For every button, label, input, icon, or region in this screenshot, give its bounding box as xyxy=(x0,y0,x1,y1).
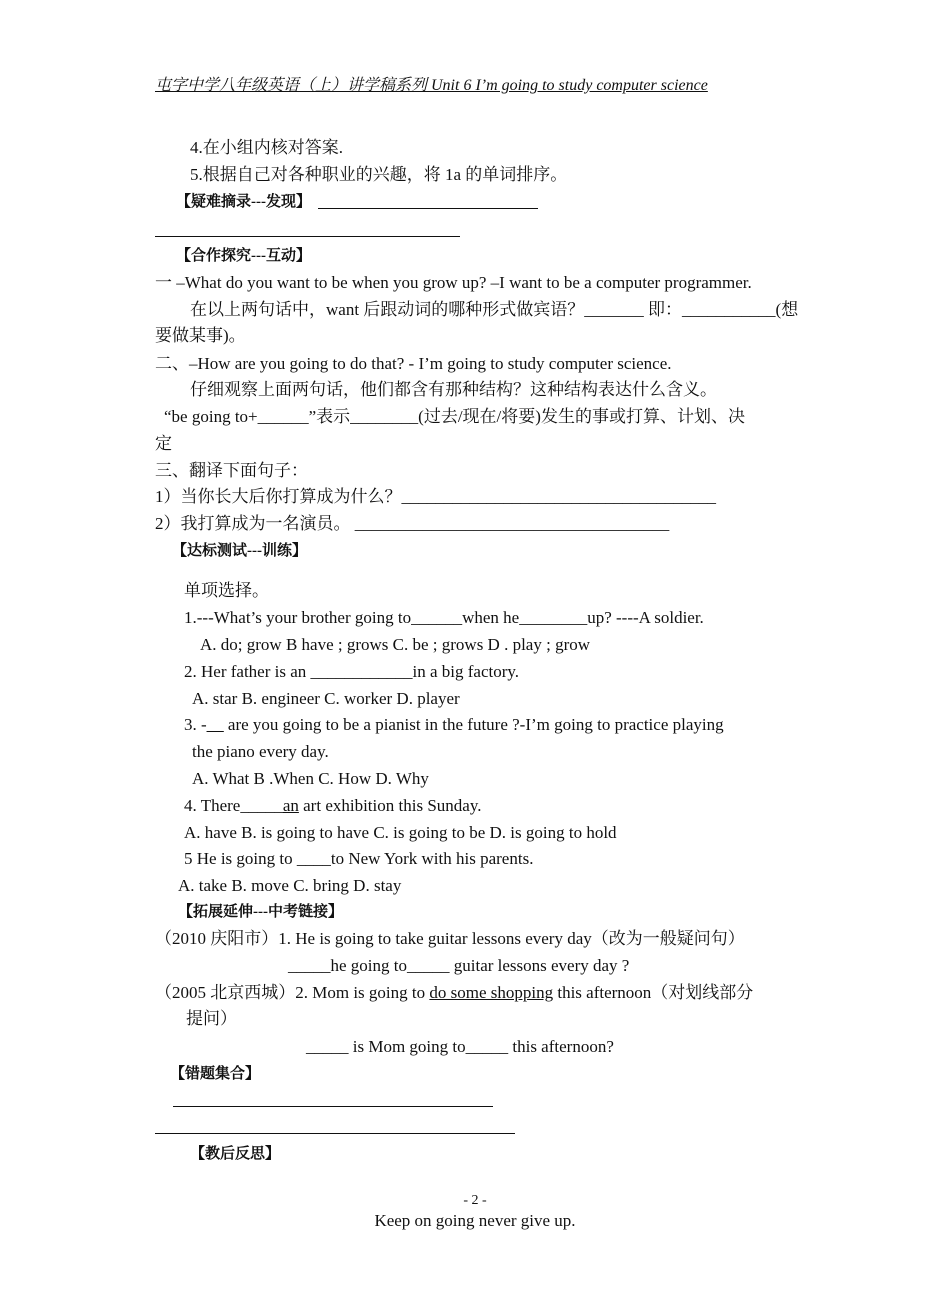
explore-be-going-to-cont: 定 xyxy=(155,434,172,453)
step-5: 5.根据自己对各种职业的兴趣，将 1a 的单词排序。 xyxy=(190,165,568,184)
section-mistakes: 【错题集合】 xyxy=(170,1066,261,1082)
test-q2: 2. Her father is an ____________in a big factory. xyxy=(184,662,520,681)
extend-q1: （2010 庆阳市）1. He is going to take guitar lessons every day（改为一般疑问句） xyxy=(155,929,745,948)
section-cooperate: 【合作探究---互动】 xyxy=(176,248,311,264)
extend-q2: （2005 北京西城）2. Mom is going to do some shopping this afternoon（对划线部分 xyxy=(155,983,754,1002)
translate-2: 2）我打算成为一名演员。 _____________________________________ xyxy=(155,514,670,533)
extend-q2-cont: 提问） xyxy=(186,1009,237,1028)
page-number: - 2 - xyxy=(463,1193,487,1208)
answer-line xyxy=(155,1133,515,1134)
section-extend: 【拓展延伸---中考链接】 xyxy=(178,904,343,920)
test-q2-options: A. star B. engineer C. worker D. player xyxy=(192,689,460,708)
section-reflection: 【教后反思】 xyxy=(190,1146,281,1162)
section-difficulty: 【疑难摘录---发现】 xyxy=(176,194,311,210)
extend-q1-answer: _____he going to_____ guitar lessons every day ? xyxy=(288,956,630,975)
answer-line xyxy=(173,1106,493,1107)
test-q4: 4. There_____an art exhibition this Sunday. xyxy=(184,796,482,815)
explore-q1: 一 –What do you want to be when you grow up? –I want to be a computer programmer. xyxy=(155,273,752,292)
extend-q2-answer: _____ is Mom going to_____ this afternoon? xyxy=(306,1037,614,1056)
test-q3-options: A. What B .When C. How D. Why xyxy=(192,769,429,788)
test-intro: 单项选择。 xyxy=(184,581,269,600)
test-q3-cont: the piano every day. xyxy=(192,742,329,761)
explore-q2: 二、–How are you going to do that? - I’m going to study computer science. xyxy=(155,354,672,373)
test-q1: 1.---What’s your brother going to______when he________up? ----A soldier. xyxy=(184,608,704,627)
test-q4-options: A. have B. is going to have C. is going to be D. is going to hold xyxy=(184,823,617,842)
step-4: 4.在小组内核对答案. xyxy=(190,138,343,157)
test-q5: 5 He is going to ____to New York with his parents. xyxy=(184,849,534,868)
footer-motto: Keep on going never give up. xyxy=(374,1211,576,1230)
translate-1: 1）当你长大后你打算成为什么？_____________________________________ xyxy=(155,487,716,506)
explore-be-going-to: “be going to+______”表示________(过去/现在/将要)发生的事或打算、计划、决 xyxy=(164,407,745,426)
explore-q1-note-cont: 要做某事)。 xyxy=(155,326,246,345)
explore-q3: 三、翻译下面句子： xyxy=(155,461,308,480)
test-q5-options: A. take B. move C. bring D. stay xyxy=(178,876,402,895)
explore-q1-note: 在以上两句话中，want 后跟动词的哪种形式做宾语？_______ 即：___________(想 xyxy=(190,300,799,319)
explore-q2-note: 仔细观察上面两句话，他们都含有那种结构？这种结构表达什么含义。 xyxy=(190,380,717,399)
page-header: 屯字中学八年级英语（上）讲学稿系列 Unit 6 I’m going to study computer science xyxy=(155,77,708,94)
section-test: 【达标测试---训练】 xyxy=(172,543,307,559)
answer-line xyxy=(318,208,538,209)
answer-line xyxy=(155,236,460,237)
test-q3: 3. -__ are you going to be a pianist in the future ?-I’m going to practice playing xyxy=(184,715,724,734)
test-q1-options: A. do; grow B have ; grows C. be ; grows D . play ; grow xyxy=(200,635,591,654)
